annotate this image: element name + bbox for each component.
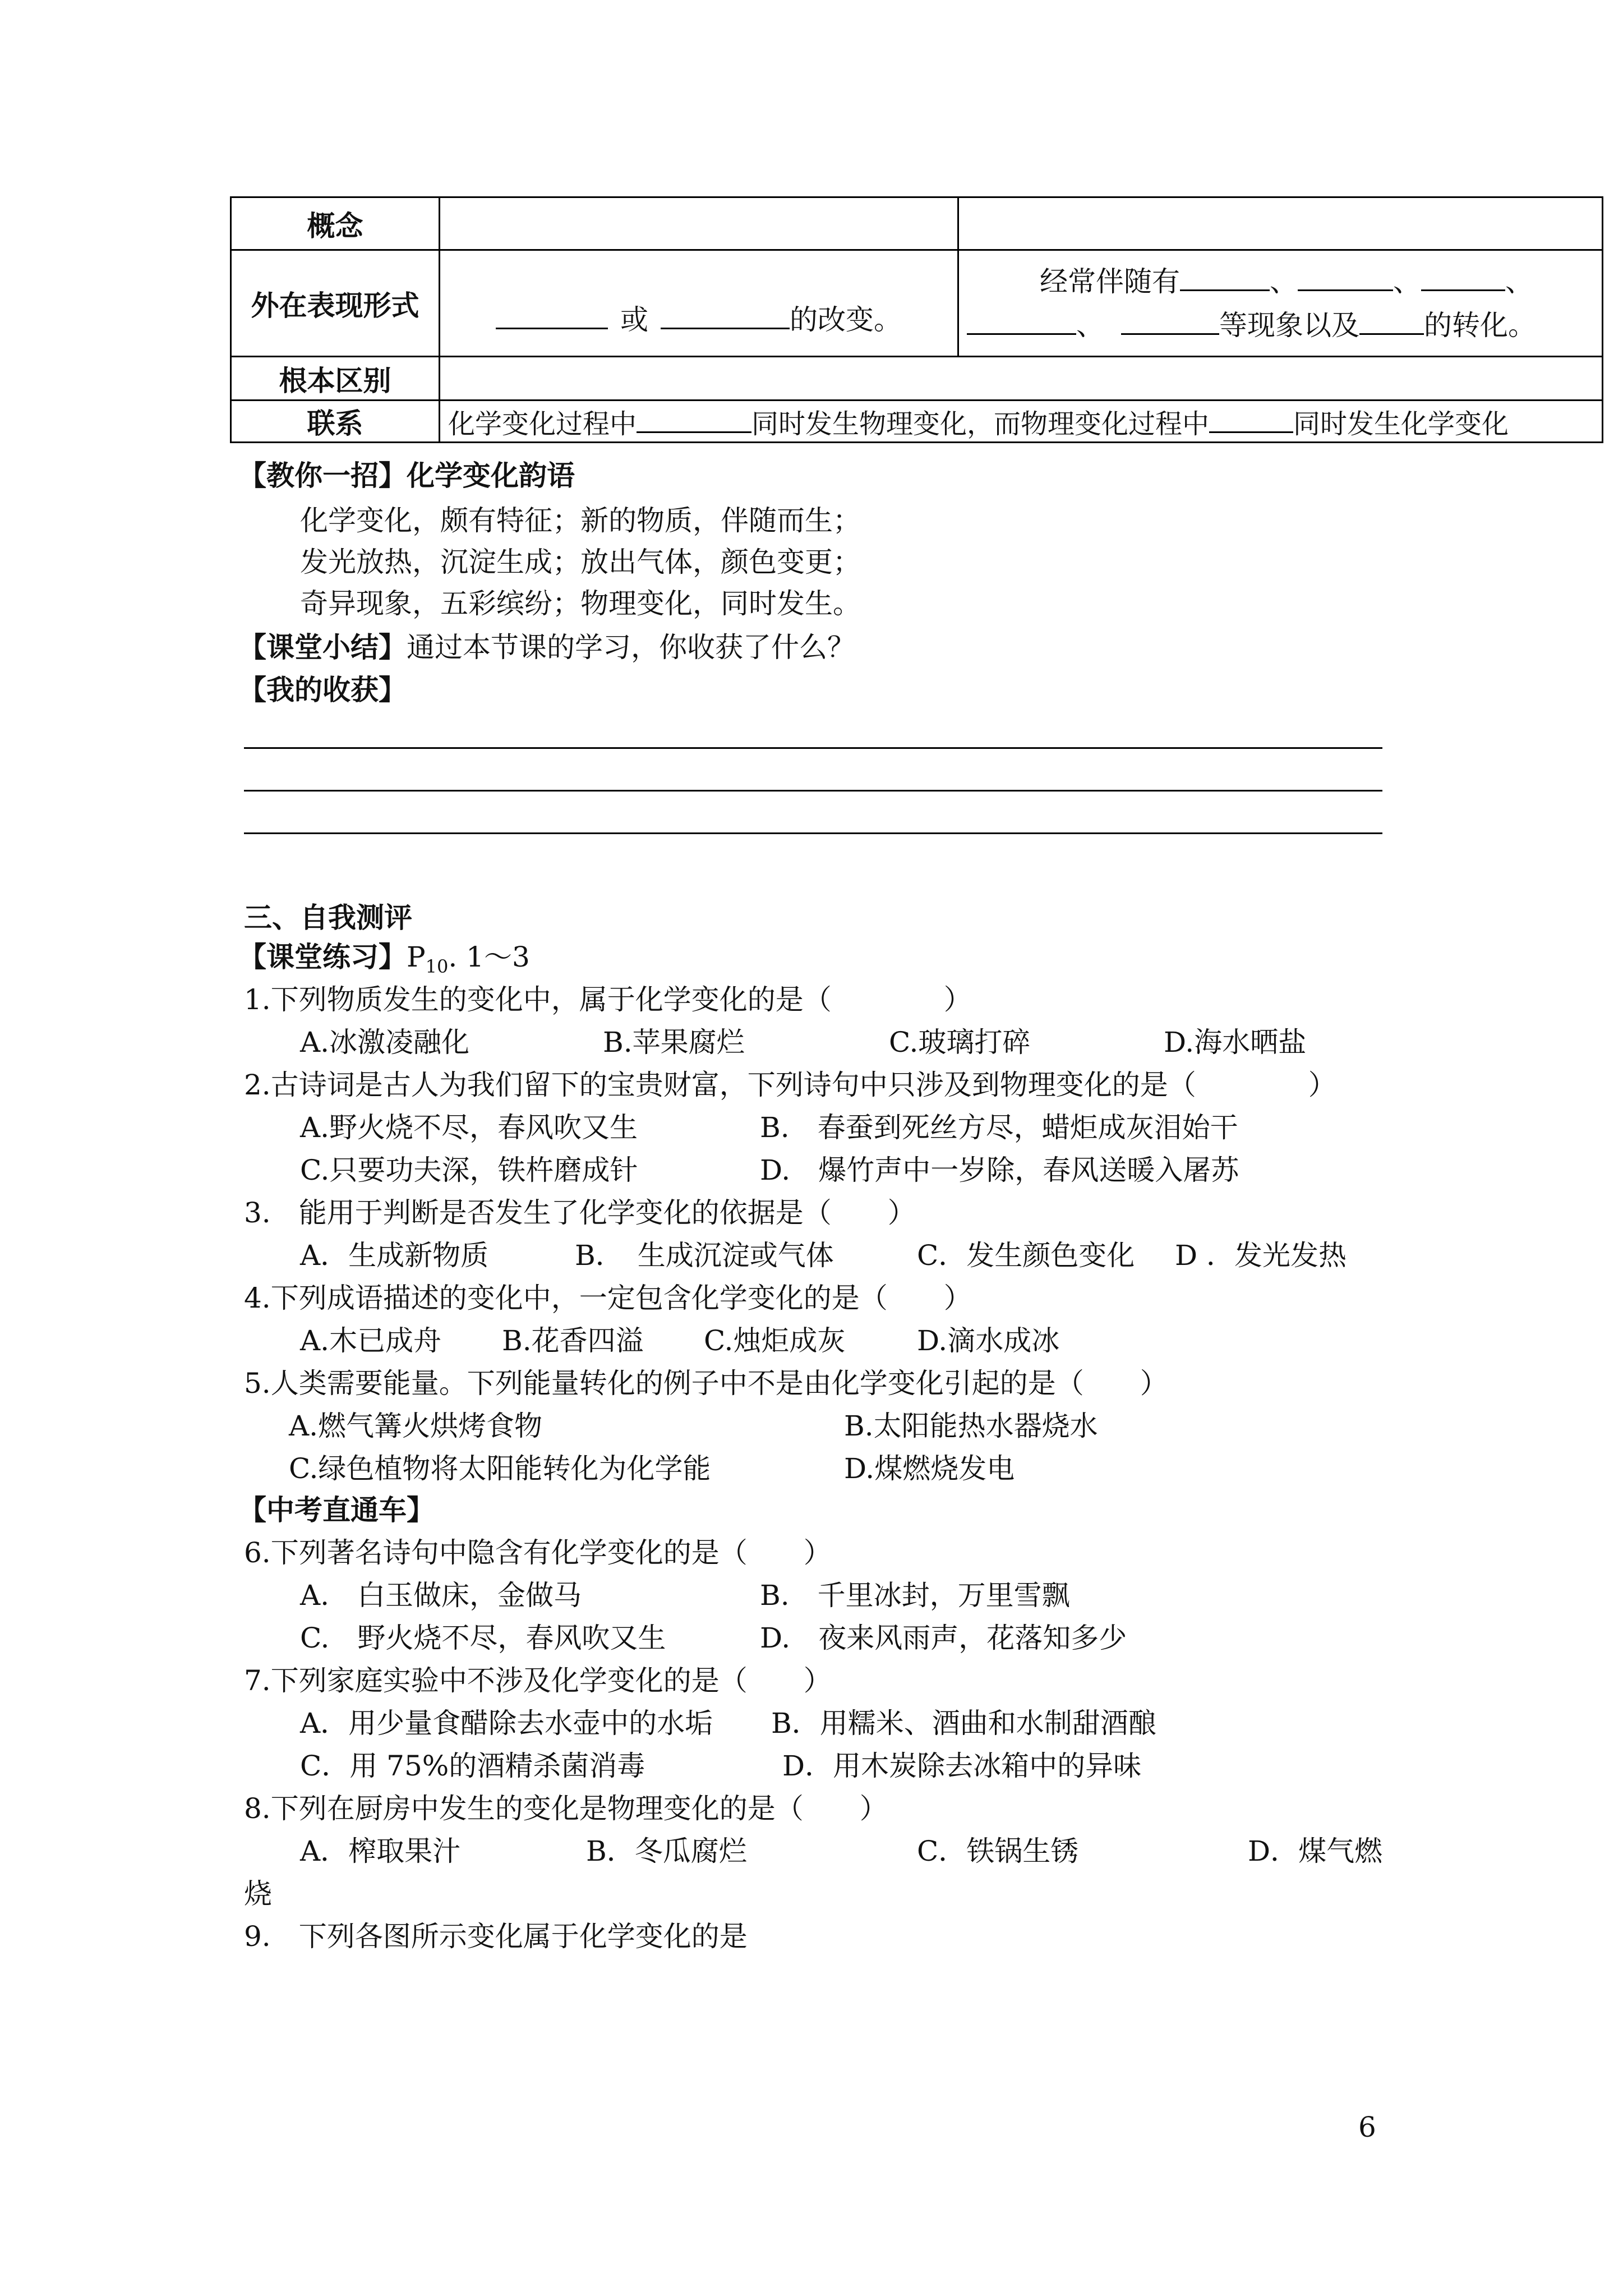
option[interactable]: A.野火烧不尽，春风吹又生 <box>300 1111 638 1144</box>
summary-heading: 【课堂小结】 <box>238 631 407 664</box>
option[interactable]: D．用木炭除去冰箱中的异味 <box>782 1750 1142 1782</box>
answer-line[interactable] <box>244 747 1382 749</box>
page-number: 6 <box>1358 2111 1376 2143</box>
option[interactable]: A.燃气篝火烘烤食物 <box>289 1410 543 1442</box>
difference-cell[interactable] <box>440 357 1603 401</box>
gain-heading: 【我的收获】 <box>238 674 407 706</box>
row-label-difference: 根本区别 <box>231 357 440 401</box>
question-stem: 7.下列家庭实验中不涉及化学变化的是（ ） <box>244 1664 832 1697</box>
blank-field[interactable] <box>1121 307 1219 335</box>
question-stem: 4.下列成语描述的变化中，一定包含化学变化的是（ ） <box>244 1282 972 1314</box>
option[interactable]: C．用 75%的酒精杀菌消毒 <box>300 1750 645 1782</box>
option[interactable]: D.煤燃烧发电 <box>844 1452 1015 1485</box>
option[interactable]: B． 生成沉淀或气体 <box>575 1239 834 1272</box>
blank-field[interactable] <box>1180 264 1270 291</box>
option[interactable]: A．生成新物质 <box>300 1239 489 1272</box>
option[interactable]: D.滴水成冰 <box>917 1324 1060 1357</box>
row-label-relation: 联系 <box>231 401 440 443</box>
option[interactable]: C. 野火烧不尽，春风吹又生 <box>300 1622 666 1654</box>
option[interactable]: D ．发光发热 <box>1175 1239 1347 1272</box>
relation-cell: 化学变化过程中 同时发生物理变化，而物理变化过程中 同时发生化学变化 <box>440 401 1603 443</box>
summary-text: 通过本节课的学习，你收获了什么？ <box>407 631 855 664</box>
exam-heading: 【中考直通车】 <box>238 1494 435 1526</box>
practice-heading: 【课堂练习】 <box>238 941 407 973</box>
blank-field[interactable] <box>496 302 608 329</box>
option[interactable]: A．用少量食醋除去水壶中的水垢 <box>300 1707 713 1740</box>
option[interactable]: A.冰激凌融化 <box>300 1026 470 1059</box>
option[interactable]: B．用糯米、酒曲和水制甜酒酿 <box>771 1707 1156 1740</box>
tip-heading: 【教你一招】化学变化韵语 <box>238 459 575 492</box>
option[interactable]: C．铁锅生锈 <box>917 1835 1079 1867</box>
row-label-appearance: 外在表现形式 <box>231 250 440 357</box>
appearance-physical-cell: 或 的改变。 <box>440 250 958 357</box>
question-stem: 1.下列物质发生的变化中，属于化学变化的是（ ） <box>244 983 972 1016</box>
option[interactable]: C．发生颜色变化 <box>917 1239 1135 1272</box>
summary-line <box>238 631 855 664</box>
option[interactable]: B.苹果腐烂 <box>603 1026 745 1059</box>
option[interactable]: B.太阳能热水器烧水 <box>844 1410 1098 1442</box>
option[interactable]: C.玻璃打碎 <box>889 1026 1031 1059</box>
option-wrap: 烧 <box>244 1878 272 1910</box>
comparison-table <box>230 196 1603 443</box>
blank-field[interactable] <box>1209 406 1293 433</box>
blank-field[interactable] <box>1298 264 1393 291</box>
option[interactable]: C.只要功夫深，铁杵磨成针 <box>300 1154 638 1186</box>
option[interactable]: A．榨取果汁 <box>300 1835 461 1867</box>
option[interactable]: A. 白玉做床，金做马 <box>300 1579 582 1612</box>
tip-line: 发光放热，沉淀生成；放出气体，颜色变更； <box>300 546 861 578</box>
option[interactable]: B. 千里冰封，万里雪飘 <box>760 1579 1070 1612</box>
question-stem: 3. 能用于判断是否发生了化学变化的依据是（ ） <box>244 1197 916 1229</box>
question-stem: 9. 下列各图所示变化属于化学变化的是 <box>244 1920 748 1953</box>
concept-chemical-cell[interactable] <box>958 197 1603 250</box>
blank-field[interactable] <box>637 406 751 433</box>
option[interactable]: B．冬瓜腐烂 <box>586 1835 747 1867</box>
blank-field[interactable] <box>967 307 1076 335</box>
question-stem: 8.下列在厨房中发生的变化是物理变化的是（ ） <box>244 1792 888 1825</box>
option[interactable]: B. 春蚕到死丝方尽，蜡炬成灰泪始干 <box>760 1111 1238 1144</box>
option[interactable]: C.绿色植物将太阳能转化为化学能 <box>289 1452 711 1485</box>
tip-line: 奇异现象，五彩缤纷；物理变化，同时发生。 <box>300 587 861 620</box>
concept-physical-cell[interactable] <box>440 197 958 250</box>
question-stem: 5.人类需要能量。下列能量转化的例子中不是由化学变化引起的是（ ） <box>244 1367 1168 1400</box>
option[interactable]: D.海水晒盐 <box>1164 1026 1307 1059</box>
practice-line: 【课堂练习】$P_{10}$. 1～3 <box>238 941 530 977</box>
option[interactable]: C.烛炬成灰 <box>704 1324 846 1357</box>
tip-line: 化学变化，颇有特征；新的物质，伴随而生； <box>300 504 861 537</box>
blank-field[interactable] <box>661 302 790 329</box>
option[interactable]: B.花香四溢 <box>502 1324 644 1357</box>
answer-line[interactable] <box>244 832 1382 834</box>
option[interactable]: D. 爆竹声中一岁除，春风送暖入屠苏 <box>760 1154 1239 1186</box>
question-stem: 2.古诗词是古人为我们留下的宝贵财富，下列诗句中只涉及到物理变化的是（ ） <box>244 1069 1336 1101</box>
appearance-chemical-cell: 经常伴随有 、 、 、 、 等现象以及 的转化。 <box>958 250 1603 357</box>
blank-field[interactable] <box>1421 264 1505 291</box>
answer-line[interactable] <box>244 790 1382 792</box>
question-stem: 6.下列著名诗句中隐含有化学变化的是（ ） <box>244 1536 832 1569</box>
blank-field[interactable] <box>1359 307 1424 335</box>
option[interactable]: A.木已成舟 <box>300 1324 442 1357</box>
option[interactable]: D. 夜来风雨声，花落知多少 <box>760 1622 1127 1654</box>
option[interactable]: D．煤气燃 <box>1248 1835 1383 1867</box>
section-title: 三、自我测评 <box>244 901 412 934</box>
row-label-concept: 概念 <box>231 197 440 250</box>
